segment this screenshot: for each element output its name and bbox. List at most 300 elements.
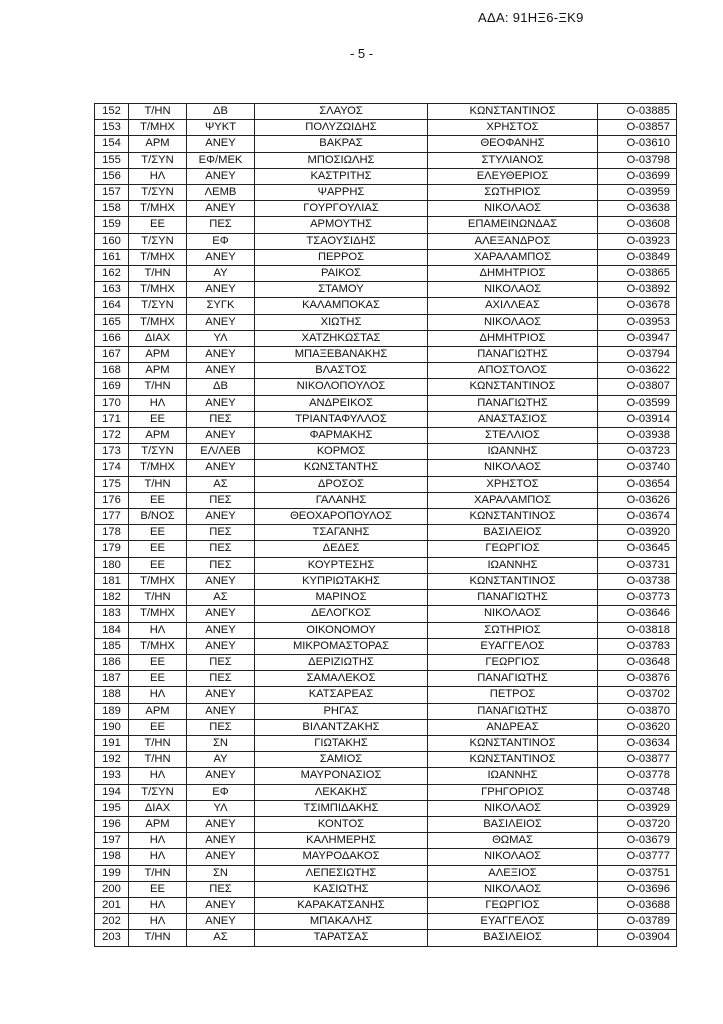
table-row (95, 249, 677, 265)
first-name-cell: ΑΝΑΣΤΑΣΙΟΣ (428, 411, 598, 427)
surname-cell: ΣΛΑΥΟΣ (255, 104, 428, 120)
table-row (95, 865, 677, 881)
branch-cell: Τ/ΜΗΧ (129, 573, 187, 589)
specialty-cell: ΑΥ (187, 266, 255, 282)
service-code-cell: Ο-03783 (598, 638, 677, 654)
service-code-cell: Ο-03789 (598, 914, 677, 930)
surname-cell: ΡΗΓΑΣ (255, 703, 428, 719)
service-code-cell: Ο-03723 (598, 444, 677, 460)
branch-cell: Τ/ΗΝ (129, 930, 187, 946)
row-number: 167 (95, 347, 129, 363)
surname-cell: ΡΑΙΚΟΣ (255, 266, 428, 282)
row-number: 164 (95, 298, 129, 314)
service-code-cell: Ο-03892 (598, 282, 677, 298)
surname-cell: ΛΕΠΕΣΙΩΤΗΣ (255, 865, 428, 881)
first-name-cell: ΔΗΜΗΤΡΙΟΣ (428, 330, 598, 346)
branch-cell: Τ/ΜΗΧ (129, 314, 187, 330)
table-row (95, 573, 677, 589)
first-name-cell: ΚΩΝΣΤΑΝΤΙΝΟΣ (428, 379, 598, 395)
surname-cell: ΑΝΔΡΕΙΚΟΣ (255, 395, 428, 411)
table-row (95, 266, 677, 282)
surname-cell: ΧΑΤΖΗΚΩΣΤΑΣ (255, 330, 428, 346)
branch-cell: Τ/ΗΝ (129, 752, 187, 768)
specialty-cell: ΑΝΕΥ (187, 849, 255, 865)
surname-cell: ΚΑΛΗΜΕΡΗΣ (255, 833, 428, 849)
surname-cell: ΣΑΜΑΛΕΚΟΣ (255, 671, 428, 687)
first-name-cell: ΔΗΜΗΤΡΙΟΣ (428, 266, 598, 282)
branch-cell: ΕΕ (129, 654, 187, 670)
surname-cell: ΝΙΚΟΛΟΠΟΥΛΟΣ (255, 379, 428, 395)
table-row (95, 914, 677, 930)
branch-cell: ΗΛ (129, 914, 187, 930)
table-row (95, 395, 677, 411)
surname-cell: ΠΟΛΥΖΩΙΔΗΣ (255, 120, 428, 136)
branch-cell: ΕΕ (129, 217, 187, 233)
row-number: 191 (95, 735, 129, 751)
service-code-cell: Ο-03865 (598, 266, 677, 282)
specialty-cell: ΑΝΕΥ (187, 768, 255, 784)
row-number: 159 (95, 217, 129, 233)
page-number: - 5 - (349, 46, 374, 61)
branch-cell: ΗΛ (129, 622, 187, 638)
first-name-cell: ΝΙΚΟΛΑΟΣ (428, 282, 598, 298)
specialty-cell: ΣΝ (187, 735, 255, 751)
row-number: 200 (95, 881, 129, 897)
row-number: 189 (95, 703, 129, 719)
service-code-cell: Ο-03620 (598, 719, 677, 735)
table-row (95, 881, 677, 897)
branch-cell: ΕΕ (129, 881, 187, 897)
branch-cell: ΑΡΜ (129, 347, 187, 363)
branch-cell: Τ/ΗΝ (129, 379, 187, 395)
first-name-cell: ΣΤΕΛΛΙΟΣ (428, 428, 598, 444)
surname-cell: ΚΥΠΡΙΩΤΑΚΗΣ (255, 573, 428, 589)
specialty-cell: ΨΥΚΤ (187, 120, 255, 136)
table-row (95, 120, 677, 136)
first-name-cell: ΒΑΣΙΛΕΙΟΣ (428, 525, 598, 541)
branch-cell: Τ/ΗΝ (129, 865, 187, 881)
service-code-cell: Ο-03654 (598, 476, 677, 492)
service-code-cell: Ο-03777 (598, 849, 677, 865)
table-row (95, 557, 677, 573)
first-name-cell: ΑΝΔΡΕΑΣ (428, 719, 598, 735)
branch-cell: ΗΛ (129, 849, 187, 865)
branch-cell: ΕΕ (129, 719, 187, 735)
service-code-cell: Ο-03638 (598, 201, 677, 217)
specialty-cell: ΠΕΣ (187, 557, 255, 573)
table-row (95, 168, 677, 184)
branch-cell: Τ/ΣΥΝ (129, 784, 187, 800)
table-row (95, 152, 677, 168)
table-row (95, 136, 677, 152)
specialty-cell: ΥΛ (187, 330, 255, 346)
surname-cell: ΓΟΥΡΓΟΥΛΙΑΣ (255, 201, 428, 217)
branch-cell: Τ/ΜΗΧ (129, 282, 187, 298)
first-name-cell: ΠΑΝΑΓΙΩΤΗΣ (428, 590, 598, 606)
service-code-cell: Ο-03885 (598, 104, 677, 120)
row-number: 201 (95, 897, 129, 913)
surname-cell: ΚΑΣΤΡΙΤΗΣ (255, 168, 428, 184)
first-name-cell: ΚΩΝΣΤΑΝΤΙΝΟΣ (428, 735, 598, 751)
table-row (95, 282, 677, 298)
specialty-cell: ΠΕΣ (187, 492, 255, 508)
branch-cell: ΔΙΑΧ (129, 800, 187, 816)
table-row (95, 492, 677, 508)
table-row (95, 476, 677, 492)
surname-cell: ΚΟΡΜΟΣ (255, 444, 428, 460)
table-row (95, 330, 677, 346)
row-number: 202 (95, 914, 129, 930)
first-name-cell: ΚΩΝΣΤΑΝΤΙΝΟΣ (428, 104, 598, 120)
surname-cell: ΒΑΚΡΑΣ (255, 136, 428, 152)
surname-cell: ΚΟΝΤΟΣ (255, 816, 428, 832)
service-code-cell: Ο-03646 (598, 606, 677, 622)
branch-cell: Τ/ΗΝ (129, 104, 187, 120)
service-code-cell: Ο-03622 (598, 363, 677, 379)
row-number: 172 (95, 428, 129, 444)
service-code-cell: Ο-03748 (598, 784, 677, 800)
first-name-cell: ΘΕΟΦΑΝΗΣ (428, 136, 598, 152)
first-name-cell: ΓΕΩΡΓΙΟΣ (428, 897, 598, 913)
branch-cell: Τ/ΣΥΝ (129, 152, 187, 168)
branch-cell: ΗΛ (129, 687, 187, 703)
first-name-cell: ΝΙΚΟΛΑΟΣ (428, 849, 598, 865)
service-code-cell: Ο-03876 (598, 671, 677, 687)
row-number: 175 (95, 476, 129, 492)
row-number: 161 (95, 249, 129, 265)
surname-cell: ΔΡΟΣΟΣ (255, 476, 428, 492)
branch-cell: ΕΕ (129, 525, 187, 541)
service-code-cell: Ο-03953 (598, 314, 677, 330)
service-code-cell: Ο-03731 (598, 557, 677, 573)
service-code-cell: Ο-03648 (598, 654, 677, 670)
row-number: 184 (95, 622, 129, 638)
first-name-cell: ΙΩΑΝΝΗΣ (428, 557, 598, 573)
surname-cell: ΔΕΛΟΓΚΟΣ (255, 606, 428, 622)
specialty-cell: ΠΕΣ (187, 541, 255, 557)
branch-cell: Τ/ΜΗΧ (129, 249, 187, 265)
specialty-cell: ΠΕΣ (187, 671, 255, 687)
service-code-cell: Ο-03645 (598, 541, 677, 557)
surname-cell: ΓΑΛΑΝΗΣ (255, 492, 428, 508)
table-row (95, 719, 677, 735)
service-code-cell: Ο-03778 (598, 768, 677, 784)
surname-cell: ΤΣΑΟΥΣΙΔΗΣ (255, 233, 428, 249)
table-row (95, 930, 677, 946)
row-number: 163 (95, 282, 129, 298)
table-row (95, 687, 677, 703)
table-row (95, 444, 677, 460)
specialty-cell: ΠΕΣ (187, 881, 255, 897)
row-number: 177 (95, 509, 129, 525)
first-name-cell: ΧΡΗΣΤΟΣ (428, 476, 598, 492)
branch-cell: ΑΡΜ (129, 428, 187, 444)
specialty-cell: ΑΝΕΥ (187, 168, 255, 184)
branch-cell: ΗΛ (129, 833, 187, 849)
service-code-cell: Ο-03599 (598, 395, 677, 411)
branch-cell: ΕΕ (129, 411, 187, 427)
specialty-cell: ΠΕΣ (187, 411, 255, 427)
first-name-cell: ΙΩΑΝΝΗΣ (428, 768, 598, 784)
specialty-cell: ΕΛ/ΛΕΒ (187, 444, 255, 460)
first-name-cell: ΧΑΡΑΛΑΜΠΟΣ (428, 492, 598, 508)
first-name-cell: ΧΡΗΣΤΟΣ (428, 120, 598, 136)
row-number: 198 (95, 849, 129, 865)
service-code-cell: Ο-03610 (598, 136, 677, 152)
first-name-cell: ΑΛΕΞΙΟΣ (428, 865, 598, 881)
table-row (95, 201, 677, 217)
first-name-cell: ΝΙΚΟΛΑΟΣ (428, 881, 598, 897)
first-name-cell: ΑΠΟΣΤΟΛΟΣ (428, 363, 598, 379)
branch-cell: ΑΡΜ (129, 816, 187, 832)
first-name-cell: ΠΕΤΡΟΣ (428, 687, 598, 703)
table-row (95, 622, 677, 638)
service-code-cell: Ο-03818 (598, 622, 677, 638)
first-name-cell: ΣΩΤΗΡΙΟΣ (428, 622, 598, 638)
branch-cell: Τ/ΣΥΝ (129, 444, 187, 460)
row-number: 193 (95, 768, 129, 784)
surname-cell: ΜΠΑΞΕΒΑΝΑΚΗΣ (255, 347, 428, 363)
service-code-cell: Ο-03773 (598, 590, 677, 606)
row-number: 158 (95, 201, 129, 217)
specialty-cell: ΑΝΕΥ (187, 914, 255, 930)
specialty-cell: ΑΝΕΥ (187, 201, 255, 217)
row-number: 173 (95, 444, 129, 460)
branch-cell: Τ/ΜΗΧ (129, 638, 187, 654)
surname-cell: ΤΣΙΜΠΙΔΑΚΗΣ (255, 800, 428, 816)
row-number: 171 (95, 411, 129, 427)
first-name-cell: ΑΛΕΞΑΝΔΡΟΣ (428, 233, 598, 249)
branch-cell: Τ/ΗΝ (129, 476, 187, 492)
row-number: 160 (95, 233, 129, 249)
table-row (95, 897, 677, 913)
surname-cell: ΤΣΑΓΑΝΗΣ (255, 525, 428, 541)
branch-cell: Τ/ΜΗΧ (129, 201, 187, 217)
specialty-cell: ΑΝΕΥ (187, 833, 255, 849)
row-number: 180 (95, 557, 129, 573)
row-number: 153 (95, 120, 129, 136)
table-row (95, 217, 677, 233)
table-row (95, 185, 677, 201)
service-code-cell: Ο-03870 (598, 703, 677, 719)
surname-cell: ΘΕΟΧΑΡΟΠΟΥΛΟΣ (255, 509, 428, 525)
surname-cell: ΜΠΑΚΑΛΗΣ (255, 914, 428, 930)
surname-cell: ΚΟΥΡΤΕΣΗΣ (255, 557, 428, 573)
row-number: 174 (95, 460, 129, 476)
service-code-cell: Ο-03626 (598, 492, 677, 508)
row-number: 154 (95, 136, 129, 152)
first-name-cell: ΓΡΗΓΟΡΙΟΣ (428, 784, 598, 800)
first-name-cell: ΕΥΑΓΓΕΛΟΣ (428, 914, 598, 930)
table-row (95, 590, 677, 606)
specialty-cell: ΠΕΣ (187, 217, 255, 233)
surname-cell: ΤΡΙΑΝΤΑΦΥΛΛΟΣ (255, 411, 428, 427)
row-number: 162 (95, 266, 129, 282)
first-name-cell: ΣΩΤΗΡΙΟΣ (428, 185, 598, 201)
specialty-cell: ΥΛ (187, 800, 255, 816)
table-row (95, 703, 677, 719)
row-number: 197 (95, 833, 129, 849)
personnel-table-body (95, 104, 677, 947)
branch-cell: Τ/ΜΗΧ (129, 606, 187, 622)
table-row (95, 460, 677, 476)
surname-cell: ΓΙΩΤΑΚΗΣ (255, 735, 428, 751)
first-name-cell: ΝΙΚΟΛΑΟΣ (428, 201, 598, 217)
row-number: 194 (95, 784, 129, 800)
service-code-cell: Ο-03678 (598, 298, 677, 314)
table-row (95, 654, 677, 670)
branch-cell: ΕΕ (129, 541, 187, 557)
surname-cell: ΛΕΚΑΚΗΣ (255, 784, 428, 800)
specialty-cell: ΑΝΕΥ (187, 638, 255, 654)
table-row (95, 849, 677, 865)
surname-cell: ΜΠΟΣΙΩΛΗΣ (255, 152, 428, 168)
branch-cell: Τ/ΗΝ (129, 590, 187, 606)
service-code-cell: Ο-03959 (598, 185, 677, 201)
first-name-cell: ΓΕΩΡΓΙΟΣ (428, 541, 598, 557)
specialty-cell: ΑΝΕΥ (187, 573, 255, 589)
row-number: 169 (95, 379, 129, 395)
first-name-cell: ΠΑΝΑΓΙΩΤΗΣ (428, 671, 598, 687)
first-name-cell: ΘΩΜΑΣ (428, 833, 598, 849)
branch-cell: ΔΙΑΧ (129, 330, 187, 346)
table-row (95, 347, 677, 363)
table-row (95, 428, 677, 444)
specialty-cell: ΑΝΕΥ (187, 428, 255, 444)
service-code-cell: Ο-03929 (598, 800, 677, 816)
service-code-cell: Ο-03634 (598, 735, 677, 751)
specialty-cell: ΑΣ (187, 930, 255, 946)
branch-cell: ΑΡΜ (129, 703, 187, 719)
row-number: 203 (95, 930, 129, 946)
service-code-cell: Ο-03923 (598, 233, 677, 249)
row-number: 185 (95, 638, 129, 654)
service-code-cell: Ο-03947 (598, 330, 677, 346)
service-code-cell: Ο-03849 (598, 249, 677, 265)
specialty-cell: ΑΝΕΥ (187, 395, 255, 411)
service-code-cell: Ο-03938 (598, 428, 677, 444)
table-row (95, 525, 677, 541)
table-row (95, 671, 677, 687)
specialty-cell: ΑΣ (187, 590, 255, 606)
surname-cell: ΤΑΡΑΤΣΑΣ (255, 930, 428, 946)
service-code-cell: Ο-03877 (598, 752, 677, 768)
personnel-table (94, 103, 677, 947)
surname-cell: ΣΤΑΜΟΥ (255, 282, 428, 298)
surname-cell: ΒΙΛΑΝΤΖΑΚΗΣ (255, 719, 428, 735)
row-number: 170 (95, 395, 129, 411)
service-code-cell: Ο-03608 (598, 217, 677, 233)
surname-cell: ΚΑΡΑΚΑΤΣΑΝΗΣ (255, 897, 428, 913)
surname-cell: ΚΑΤΣΑΡΕΑΣ (255, 687, 428, 703)
first-name-cell: ΓΕΩΡΓΙΟΣ (428, 654, 598, 670)
specialty-cell: ΑΝΕΥ (187, 687, 255, 703)
surname-cell: ΠΕΡΡΟΣ (255, 249, 428, 265)
branch-cell: Τ/ΗΝ (129, 735, 187, 751)
table-row (95, 509, 677, 525)
surname-cell: ΨΑΡΡΗΣ (255, 185, 428, 201)
first-name-cell: ΚΩΝΣΤΑΝΤΙΝΟΣ (428, 509, 598, 525)
first-name-cell: ΚΩΝΣΤΑΝΤΙΝΟΣ (428, 573, 598, 589)
service-code-cell: Ο-03798 (598, 152, 677, 168)
branch-cell: ΕΕ (129, 671, 187, 687)
first-name-cell: ΠΑΝΑΓΙΩΤΗΣ (428, 347, 598, 363)
first-name-cell: ΠΑΝΑΓΙΩΤΗΣ (428, 395, 598, 411)
surname-cell: ΔΕΔΕΣ (255, 541, 428, 557)
first-name-cell: ΒΑΣΙΛΕΙΟΣ (428, 930, 598, 946)
specialty-cell: ΣΥΓΚ (187, 298, 255, 314)
service-code-cell: Ο-03740 (598, 460, 677, 476)
row-number: 188 (95, 687, 129, 703)
table-row (95, 379, 677, 395)
table-row (95, 816, 677, 832)
branch-cell: Τ/ΣΥΝ (129, 233, 187, 249)
branch-cell: Τ/ΜΗΧ (129, 120, 187, 136)
specialty-cell: ΑΥ (187, 752, 255, 768)
first-name-cell: ΝΙΚΟΛΑΟΣ (428, 460, 598, 476)
table-row (95, 104, 677, 120)
branch-cell: Τ/ΗΝ (129, 266, 187, 282)
first-name-cell: ΝΙΚΟΛΑΟΣ (428, 800, 598, 816)
row-number: 195 (95, 800, 129, 816)
first-name-cell: ΒΑΣΙΛΕΙΟΣ (428, 816, 598, 832)
row-number: 166 (95, 330, 129, 346)
table-row (95, 314, 677, 330)
specialty-cell: ΑΝΕΥ (187, 314, 255, 330)
row-number: 192 (95, 752, 129, 768)
table-row (95, 735, 677, 751)
row-number: 199 (95, 865, 129, 881)
service-code-cell: Ο-03807 (598, 379, 677, 395)
first-name-cell: ΑΧΙΛΛΕΑΣ (428, 298, 598, 314)
first-name-cell: ΣΤΥΛΙΑΝΟΣ (428, 152, 598, 168)
specialty-cell: ΑΝΕΥ (187, 347, 255, 363)
first-name-cell: ΝΙΚΟΛΑΟΣ (428, 606, 598, 622)
row-number: 155 (95, 152, 129, 168)
service-code-cell: Ο-03857 (598, 120, 677, 136)
row-number: 187 (95, 671, 129, 687)
first-name-cell: ΚΩΝΣΤΑΝΤΙΝΟΣ (428, 752, 598, 768)
specialty-cell: ΑΣ (187, 476, 255, 492)
surname-cell: ΜΑΥΡΟΔΑΚΟΣ (255, 849, 428, 865)
row-number: 178 (95, 525, 129, 541)
first-name-cell: ΕΛΕΥΘΕΡΙΟΣ (428, 168, 598, 184)
branch-cell: Τ/ΜΗΧ (129, 460, 187, 476)
service-code-cell: Ο-03914 (598, 411, 677, 427)
branch-cell: ΑΡΜ (129, 363, 187, 379)
first-name-cell: ΕΥΑΓΓΕΛΟΣ (428, 638, 598, 654)
surname-cell: ΦΑΡΜΑΚΗΣ (255, 428, 428, 444)
surname-cell: ΒΛΑΣΤΟΣ (255, 363, 428, 379)
branch-cell: ΑΡΜ (129, 136, 187, 152)
specialty-cell: ΑΝΕΥ (187, 460, 255, 476)
specialty-cell: ΕΦ/ΜΕΚ (187, 152, 255, 168)
service-code-cell: Ο-03679 (598, 833, 677, 849)
specialty-cell: ΠΕΣ (187, 719, 255, 735)
branch-cell: Β/ΝΟΣ (129, 509, 187, 525)
first-name-cell: ΝΙΚΟΛΑΟΣ (428, 314, 598, 330)
table-row (95, 411, 677, 427)
row-number: 176 (95, 492, 129, 508)
specialty-cell: ΑΝΕΥ (187, 622, 255, 638)
branch-cell: Τ/ΣΥΝ (129, 185, 187, 201)
row-number: 165 (95, 314, 129, 330)
service-code-cell: Ο-03702 (598, 687, 677, 703)
service-code-cell: Ο-03720 (598, 816, 677, 832)
first-name-cell: ΠΑΝΑΓΙΩΤΗΣ (428, 703, 598, 719)
specialty-cell: ΑΝΕΥ (187, 703, 255, 719)
specialty-cell: ΑΝΕΥ (187, 509, 255, 525)
